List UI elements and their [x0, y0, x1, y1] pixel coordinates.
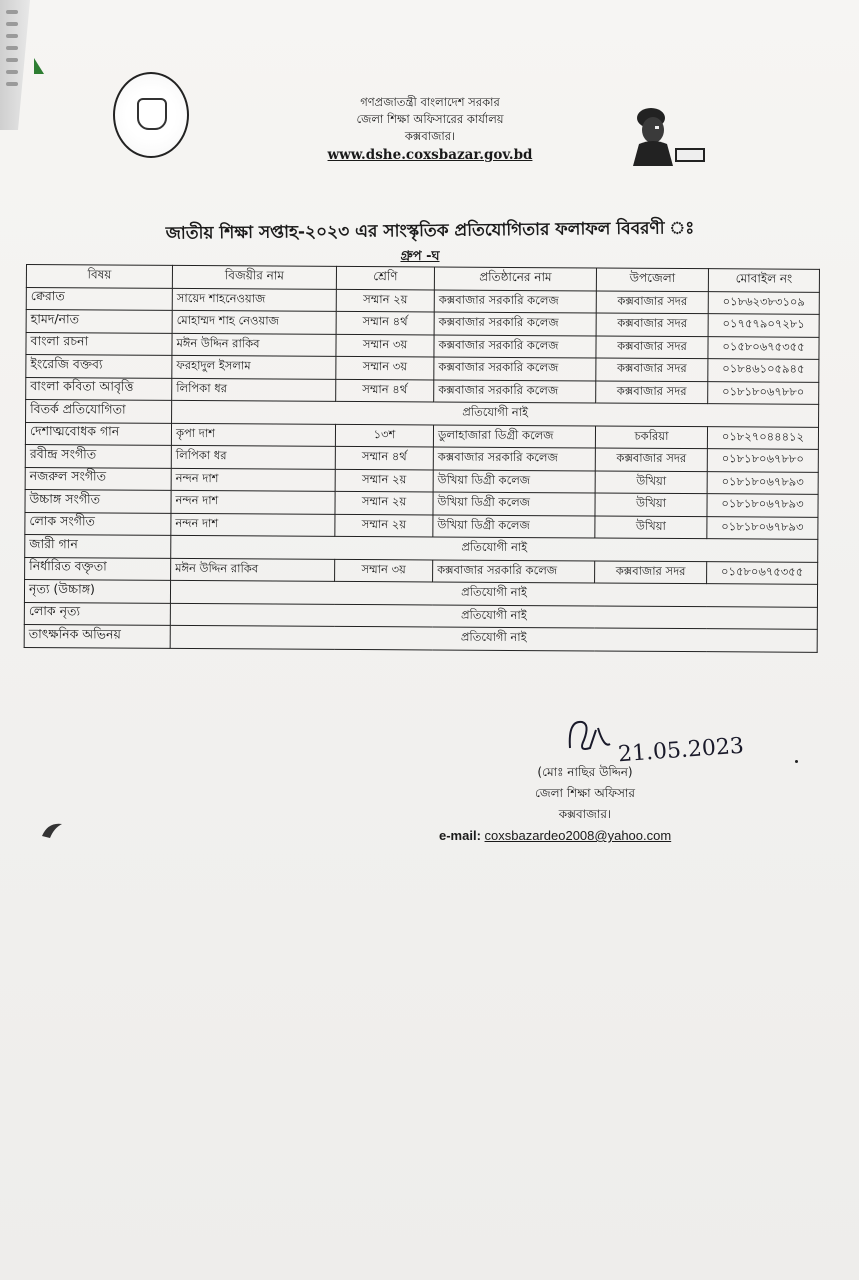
signatory-block	[500, 762, 670, 825]
cell-subject: বাংলা কবিতা আবৃত্তি	[26, 377, 172, 400]
office-header	[300, 94, 560, 164]
cell-class: ১৩শ	[335, 424, 433, 447]
cell-winner-name: লিপিকা ধর	[171, 445, 335, 469]
cell-upazila: উখিয়া	[595, 493, 707, 516]
cell-class: সম্মান ৩য়	[336, 356, 434, 379]
cell-institution: উখিয়া ডিগ্রী কলেজ	[433, 492, 595, 515]
cell-upazila: কক্সবাজার সদর	[596, 290, 708, 313]
group-label: গ্রুপ -ঘ	[400, 249, 440, 264]
ministry-seal-logo	[113, 72, 189, 158]
cell-subject: ইংরেজি বক্তব্য	[26, 355, 172, 378]
cell-upazila: উখিয়া	[595, 470, 707, 493]
cell-class: সম্মান ৪র্থ	[336, 379, 434, 402]
cell-upazila: কক্সবাজার সদর	[596, 313, 708, 336]
results-table	[24, 264, 820, 652]
signatory-designation: জেলা শিক্ষা অফিসার	[535, 786, 635, 800]
cell-class: সম্মান ২য়	[335, 469, 433, 492]
cell-class: সম্মান ২য়	[336, 289, 434, 312]
corner-mark	[34, 58, 44, 74]
cell-upazila: উখিয়া	[595, 515, 707, 538]
cell-upazila: কক্সবাজার সদর	[596, 335, 708, 358]
header-institution: প্রতিষ্ঠানের নাম	[434, 267, 596, 290]
cell-no-participant: প্রতিযোগী নাই	[170, 625, 817, 651]
header-winner-name: বিজয়ীর নাম	[172, 265, 336, 289]
cell-winner-name: ফরহাদুল ইসলাম	[172, 355, 336, 379]
cell-upazila: কক্সবাজার সদর	[596, 358, 708, 381]
cell-upazila: কক্সবাজার সদর	[596, 380, 708, 403]
website-link[interactable]: www.dshe.coxsbazar.gov.bd	[327, 147, 533, 163]
cell-winner-name: সায়েদ শাহনেওয়াজ	[172, 288, 336, 312]
cell-mobile: ০১৮১৮০৬৭৮৮০	[707, 449, 818, 472]
cell-class: সম্মান ৪র্থ	[336, 311, 434, 334]
cell-subject: ক্বেরাত	[26, 287, 172, 310]
cell-class: সম্মান ২য়	[335, 491, 433, 514]
cell-winner-name: মোহাম্মদ শাহ নেওয়াজ	[172, 310, 336, 334]
signatory-place: কক্সবাজার।	[558, 807, 612, 821]
cell-mobile: ০১৫৮০৬৭৫৩৫৫	[708, 336, 819, 359]
header-line-government: গণপ্রজাতন্ত্রী বাংলাদেশ সরকার	[360, 95, 500, 109]
cell-mobile: ০১৮১৮০৬৭৮৯৩	[707, 516, 818, 539]
header-subject: বিষয়	[26, 265, 172, 288]
cell-subject: বিতর্ক প্রতিযোগিতা	[26, 400, 172, 423]
cell-class: সম্মান ৩য়	[336, 334, 434, 357]
cell-mobile: ০১৮৬২৩৮৩১০৯	[708, 291, 819, 314]
signatory-name: (মোঃ নাছির উদ্দিন)	[537, 765, 633, 779]
cell-winner-name: লিপিকা ধর	[172, 378, 336, 402]
cell-mobile: ০১৮৪৬১০৫৯৪৫	[708, 359, 819, 382]
cell-upazila: কক্সবাজার সদর	[595, 448, 707, 471]
cell-no-participant: প্রতিযোগী নাই	[171, 535, 818, 561]
cell-institution: কক্সবাজার সরকারি কলেজ	[434, 334, 596, 357]
cell-institution: কক্সবাজার সরকারি কলেজ	[434, 357, 596, 380]
cell-institution: কক্সবাজার সরকারি কলেজ	[433, 559, 595, 582]
cell-winner-name: মঈন উদ্দিন রাকিব	[171, 558, 335, 582]
cell-subject: নির্ধারিত বক্তৃতা	[25, 557, 171, 580]
cell-institution: ডুলাহাজারা ডিগ্রী কলেজ	[433, 424, 595, 447]
cell-no-participant: প্রতিযোগী নাই	[170, 603, 817, 629]
cell-class: সম্মান ৩য়	[335, 559, 433, 582]
cell-subject: উচ্চাঙ্গ সংগীত	[25, 489, 171, 512]
cell-subject: দেশাত্মবোধক গান	[25, 422, 171, 445]
cell-mobile: ০১৮১৮০৬৭৮৮০	[708, 381, 819, 404]
cell-subject: লোক নৃত্য	[24, 602, 170, 625]
cell-no-participant: প্রতিযোগী নাই	[172, 400, 819, 426]
cell-mobile: ০১৮১৮০৬৭৮৯৩	[707, 471, 818, 494]
cell-winner-name: কৃপা দাশ	[171, 423, 335, 447]
email-label: e-mail:	[439, 828, 481, 843]
table-row	[24, 624, 817, 651]
cell-subject: হামদ/নাত	[26, 310, 172, 333]
cell-subject: নজরুল সংগীত	[25, 467, 171, 490]
cell-institution: কক্সবাজার সরকারি কলেজ	[433, 447, 595, 470]
signature-date: 21.05.2023	[617, 733, 745, 768]
binding-edge	[0, 0, 30, 130]
header-mobile: মোবাইল নং	[708, 269, 819, 292]
cell-winner-name: নন্দন দাশ	[171, 468, 335, 492]
mujib-portrait-logo	[625, 104, 715, 166]
cell-mobile: ০১৫৮০৬৭৫৩৫৫	[707, 561, 818, 584]
document-title: জাতীয় শিক্ষা সপ্তাহ-২০২৩ এর সাংস্কৃতিক প্রতিযোগিতার ফলাফল বিবরণী ঃ	[165, 218, 695, 244]
cell-institution: কক্সবাজার সরকারি কলেজ	[434, 379, 596, 402]
email-link[interactable]: coxsbazardeo2008@yahoo.com	[484, 828, 672, 843]
cell-subject: জারী গান	[25, 534, 171, 557]
cell-class: সম্মান ২য়	[335, 514, 433, 537]
cell-mobile: ০১৭৫৭৯০৭২৮১	[708, 314, 819, 337]
cell-no-participant: প্রতিযোগী নাই	[170, 580, 817, 606]
cell-winner-name: নন্দন দাশ	[171, 490, 335, 514]
email-line	[439, 828, 671, 843]
cell-mobile: ০১৮১৮০৬৭৮৯৩	[707, 494, 818, 517]
ink-dot	[795, 760, 798, 763]
cell-mobile: ০১৮২৭০৪৪৪১২	[707, 426, 818, 449]
cell-institution: উখিয়া ডিগ্রী কলেজ	[433, 469, 595, 492]
cell-subject: বাংলা রচনা	[26, 332, 172, 355]
cell-upazila: কক্সবাজার সদর	[595, 560, 707, 583]
header-class: শ্রেণি	[336, 266, 434, 289]
cell-subject: রবীন্দ্র সংগীত	[25, 444, 171, 467]
cell-institution: কক্সবাজার সরকারি কলেজ	[434, 312, 596, 335]
header-upazila: উপজেলা	[596, 268, 708, 291]
header-line-district: কক্সবাজার।	[404, 129, 456, 143]
cell-institution: উখিয়া ডিগ্রী কলেজ	[433, 514, 595, 537]
cell-upazila: চকরিয়া	[595, 425, 707, 448]
cell-subject: লোক সংগীত	[25, 512, 171, 535]
cell-winner-name: নন্দন দাশ	[171, 513, 335, 537]
cell-subject: তাৎক্ষনিক অভিনয়	[24, 624, 170, 647]
cell-class: সম্মান ৪র্থ	[335, 446, 433, 469]
cell-winner-name: মঈন উদ্দিন রাকিব	[172, 333, 336, 357]
cell-subject: নৃত্য (উচ্চাঙ্গ)	[24, 579, 170, 602]
ink-smudge	[40, 820, 66, 840]
header-line-office: জেলা শিক্ষা অফিসারের কার্যালয়	[356, 112, 504, 126]
cell-institution: কক্সবাজার সরকারি কলেজ	[434, 289, 596, 312]
